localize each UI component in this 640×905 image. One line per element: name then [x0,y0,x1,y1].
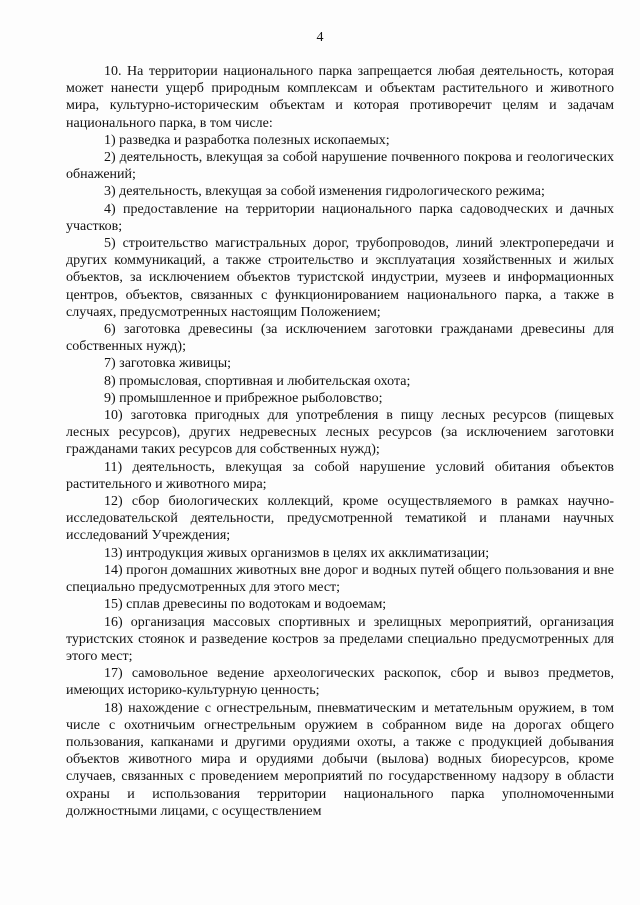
list-item-4: 4) предоставление на территории национального парка садоводческих и дачных участков; [66,201,614,234]
list-item-13: 13) интродукция живых организмов в целях их акклиматизации; [104,545,490,561]
list-item-3: 3) деятельность, влекущая за собой изменения гидрологического режима; [104,184,545,200]
list-item-16: 16) организация массовых спортивных и зрелищных мероприятий, организация туристских стоянок и разведение костров за пределами специально предусмотренных для этого мест; [66,614,614,664]
list-item-10: 10) заготовка пригодных для употребления в пищу лесных ресурсов (пищевых лесных ресурсов), других недревесных лесных ресурсов (за исключением заготовки гражданами таких ресурсов для собственных нужд); [66,408,614,458]
list-item-5: 5) строительство магистральных дорог, трубопроводов, линий электропередачи и других коммуникаций, а также строительство и эксплуатация хозяйственных и жилых объектов, за исключением объектов туристской индустрии, музеев и информационных центров, объектов, связанных с функционированием национального парка, а также в случаях, предусмотренных настоящим Положением; [66,236,614,320]
list-item-8: 8) промысловая, спортивная и любительская охота; [104,373,411,389]
paragraph-intro: 10. На территории национального парка запрещается любая деятельность, которая может нанести ущерб природным комплексам и объектам растительного и животного мира, культурно-историческим объектам и которая противоречит целям и задачам национального парка, в том числе: [66,64,614,131]
list-item-18: 18) нахождение с огнестрельным, пневматическим и метательным оружием, в том числе с охотничьим огнестрельным оружием в собранном виде на дорогах общего пользования, капканами и другими орудиями охоты, а также с продукцией добывания объектов животного мира и орудиями добычи (вылова) водных биоресурсов, кроме случаев, связанных с проведением мероприятий по государственному надзору в области охраны и использования территории национального парка уполномоченными должностными лицами, с осуществлением [66,700,614,819]
list-item-12: 12) сбор биологических коллекций, кроме осуществляемого в рамках научно-исследовательской деятельности, предусмотренной тематикой и планами научных исследований Учреждения; [66,494,614,544]
list-item-7: 7) заготовка живицы; [104,356,232,372]
list-item-2: 2) деятельность, влекущая за собой нарушение почвенного покрова и геологических обнажений; [66,150,614,183]
list-item-11: 11) деятельность, влекущая за собой нарушение условий обитания объектов растительного и животного мира; [66,459,614,492]
list-item-14: 14) прогон домашних животных вне дорог и водных путей общего пользования и вне специально предусмотренных для этого мест; [66,562,614,596]
document-body [66,63,614,820]
list-item-1: 1) разведка и разработка полезных ископаемых; [104,132,390,148]
list-item-17: 17) самовольное ведение археологических раскопок, сбор и вывоз предметов, имеющих историко-культурную ценность; [66,666,614,699]
list-item-9: 9) промышленное и прибрежное рыболовство; [104,390,383,406]
list-item-6: 6) заготовка древесины (за исключением заготовки гражданами древесины для собственных нужд); [66,322,614,355]
page-number: 4 [316,30,324,45]
list-item-15: 15) сплав древесины по водотокам и водоемам; [104,597,387,613]
